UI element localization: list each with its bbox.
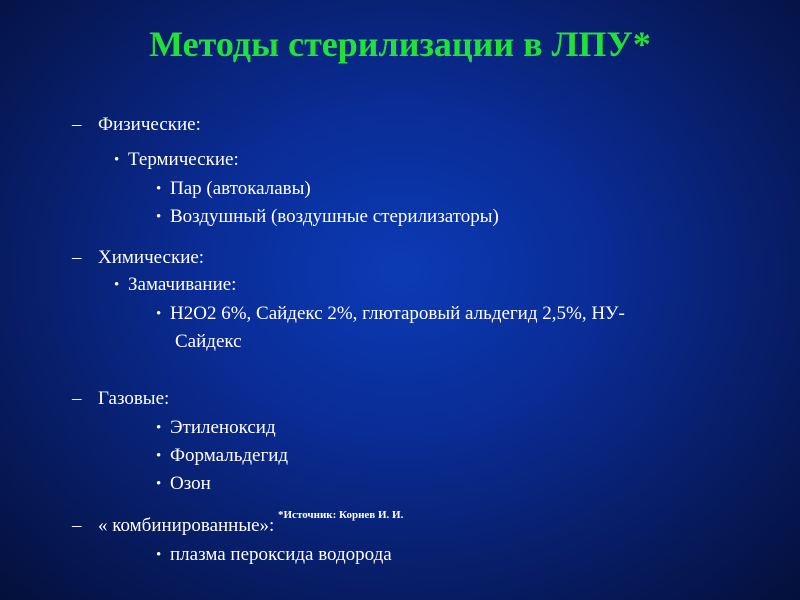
bullet-icon <box>156 472 170 496</box>
item-text: Пар (автокалавы) <box>170 178 311 199</box>
item-text: Замачивание: <box>128 274 237 295</box>
bullet-icon <box>156 205 170 229</box>
dash-marker <box>72 246 98 270</box>
dash-marker <box>72 387 98 411</box>
bullet-icon <box>156 302 170 326</box>
bullet-icon <box>156 444 170 468</box>
bullet-icon <box>156 416 170 440</box>
sublist-item-soaking <box>114 273 236 298</box>
bullet-icon <box>156 177 170 201</box>
bullet-icon <box>114 273 128 297</box>
item-text: плазма пероксида водорода <box>170 544 392 565</box>
dash-marker <box>72 113 98 137</box>
bullet-icon <box>156 543 170 567</box>
item-text: Н2О2 6%, Сайдекс 2%, глютаровый альдегид 2,5%, НУ- <box>170 303 625 324</box>
list-item <box>156 205 499 230</box>
slide-title: Методы стерилизации в ЛПУ* <box>149 24 651 64</box>
item-text: Озон <box>170 473 211 494</box>
list-item <box>156 444 288 469</box>
list-heading-chemical <box>72 246 204 270</box>
bullet-icon <box>114 148 128 172</box>
list-item <box>156 416 276 441</box>
heading-text: Газовые: <box>98 388 170 409</box>
list-heading-physical <box>72 113 201 137</box>
item-text: Формальдегид <box>170 445 289 466</box>
item-text: Сайдекс <box>175 331 242 352</box>
sublist-item-thermal <box>114 148 239 173</box>
heading-text: « комбинированные»: <box>98 515 275 536</box>
list-item <box>156 543 392 568</box>
list-heading-combined <box>72 514 274 538</box>
heading-text: Физические: <box>98 114 201 135</box>
list-item <box>156 177 311 202</box>
item-text: Этиленоксид <box>170 417 276 438</box>
item-text: Термические: <box>128 149 239 170</box>
heading-text: Химические: <box>98 247 205 268</box>
dash-marker <box>72 514 98 538</box>
source-footnote: *Источник: Корнев И. И. <box>278 509 404 521</box>
list-item <box>156 302 625 327</box>
list-item <box>156 472 211 497</box>
list-item-continuation <box>175 330 242 354</box>
item-text: Воздушный (воздушные стерилизаторы) <box>170 206 499 227</box>
list-heading-gas <box>72 387 169 411</box>
